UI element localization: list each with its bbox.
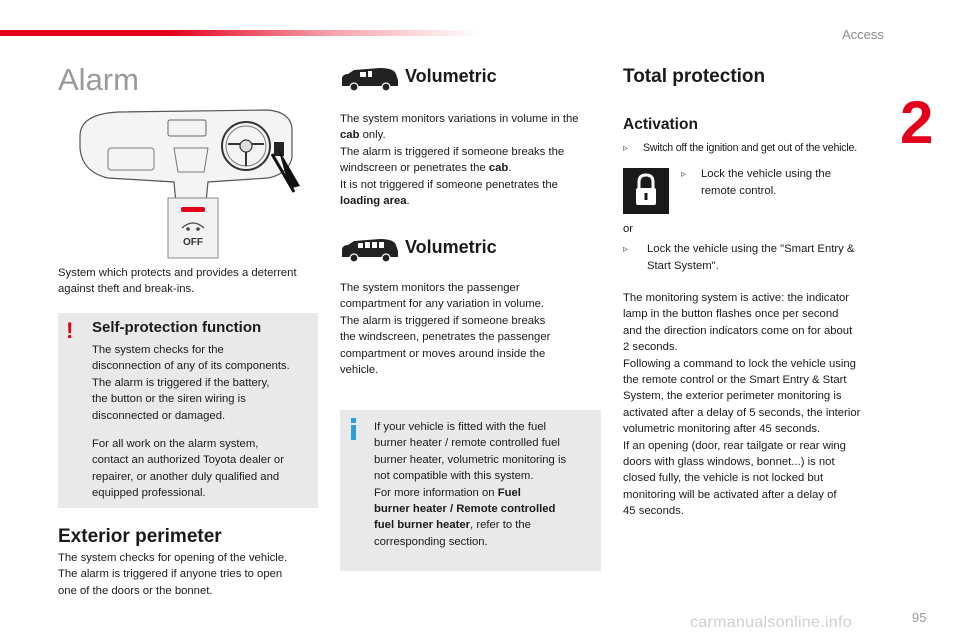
- intro-line: System which protects and provides a deterrent: [58, 267, 297, 279]
- text-line: The system checks for the: [92, 344, 224, 356]
- text-line: corresponding section.: [374, 535, 488, 548]
- warning-exclamation-icon: !: [66, 318, 74, 343]
- text-line: volumetric monitoring after 45 seconds.: [623, 423, 821, 436]
- text-line: [340, 127, 579, 143]
- step-text: Lock the vehicle using the "Smart Entry &: [647, 243, 855, 255]
- step-text: Start System".: [647, 260, 719, 273]
- text-line: Following a command to lock the vehicle using: [623, 357, 856, 370]
- volumetric-text-1: [340, 111, 579, 209]
- text-line: lamp in the button flashes once per second: [623, 308, 839, 321]
- or-separator: or: [623, 223, 634, 235]
- volumetric-heading-2: Volumetric: [405, 237, 497, 257]
- text-fragment: , refer to the: [470, 519, 531, 532]
- text-line: vehicle.: [340, 364, 379, 377]
- exterior-perimeter-heading: Exterior perimeter: [58, 526, 222, 547]
- text-line: 2 seconds.: [623, 341, 678, 354]
- step-line: [681, 166, 831, 183]
- activation-heading: Activation: [623, 116, 698, 133]
- bold-term: cab: [488, 162, 509, 175]
- monitoring-description: [623, 290, 860, 520]
- header-accent-bar: [0, 30, 480, 36]
- section-label: Access: [842, 27, 884, 42]
- text-line: burner heater / remote controlled fuel: [374, 437, 560, 450]
- self-protection-paragraph-2: [92, 436, 284, 502]
- bullet-icon: ▹: [623, 244, 629, 255]
- text-line: The system monitors the passenger: [340, 282, 520, 294]
- chapter-number: 2: [900, 89, 934, 156]
- text-line: The alarm is triggered if the battery,: [92, 376, 270, 389]
- text-fragment: windscreen or penetrates the: [340, 162, 489, 175]
- volumetric-text-2: [340, 280, 550, 378]
- text-line: [374, 501, 566, 517]
- step-text: Switch off the ignition and get out of the vehicle.: [643, 142, 857, 154]
- lock-icon: [623, 168, 669, 214]
- text-line: compartment or moves around inside the: [340, 347, 546, 360]
- page-title: Alarm: [58, 62, 139, 97]
- volumetric-heading-1: Volumetric: [405, 66, 497, 86]
- activation-step-3: [623, 241, 854, 275]
- watermark: carmanualsonline.info: [690, 614, 852, 631]
- text-line: the remote control or the Smart Entry & Start: [623, 374, 847, 387]
- van-passenger-icon: [340, 237, 400, 265]
- text-line: [374, 517, 566, 533]
- text-line: The alarm is triggered if someone breaks: [340, 314, 546, 327]
- total-protection-heading: Total protection: [623, 66, 766, 87]
- text-fragment: only.: [359, 129, 386, 142]
- activation-step-1: [623, 140, 857, 157]
- bold-term: fuel burner heater: [374, 519, 471, 532]
- text-line: the windscreen, penetrates the passenger: [340, 331, 551, 344]
- text-line: 45 seconds.: [623, 505, 684, 518]
- text-line: compartment for any variation in volume.: [340, 298, 545, 311]
- text-line: It is not triggered if someone penetrates the: [340, 178, 558, 191]
- text-line: [340, 193, 579, 209]
- van-cab-icon: [340, 66, 400, 94]
- exterior-perimeter-text: [58, 550, 287, 599]
- text-line: The system checks for opening of the vehicle.: [58, 552, 288, 564]
- text-line: repairer, or another duly qualified and: [92, 470, 280, 483]
- text-line: disconnection of any of its components.: [92, 360, 290, 373]
- text-line: closed fully, the vehicle is not locked but: [623, 472, 824, 485]
- text-line: If an opening (door, rear tailgate or rear wing: [623, 439, 846, 452]
- text-line: not compatible with this system.: [374, 470, 534, 483]
- off-button-label: OFF: [183, 237, 203, 248]
- alarm-intro: [58, 265, 297, 298]
- bullet-icon: ▹: [681, 169, 687, 180]
- text-line: The alarm is triggered if anyone tries to open: [58, 568, 283, 581]
- text-line: activated after a delay of 5 seconds, the interior: [623, 406, 861, 419]
- text-line: contact an authorized Toyota dealer or: [92, 454, 284, 467]
- bold-term: Fuel: [497, 486, 521, 499]
- page-number: 95: [912, 610, 927, 625]
- step-text: Lock the vehicle using the: [701, 168, 831, 180]
- bold-term: loading area: [340, 195, 407, 208]
- text-line: equipped professional.: [92, 487, 206, 500]
- text-line: monitoring will be activated after a delay of: [623, 488, 837, 501]
- activation-step-2: [681, 166, 831, 200]
- text-line: For all work on the alarm system,: [92, 438, 259, 450]
- text-fragment: .: [508, 162, 512, 175]
- text-line: The system monitors variations in volume in the: [340, 113, 579, 125]
- text-line: The alarm is triggered if someone breaks the: [340, 145, 565, 158]
- text-fragment: For more information on: [374, 486, 498, 499]
- bold-term: burner heater / Remote controlled: [374, 503, 556, 516]
- text-line: doors with glass windows, bonnet...) is not: [623, 456, 835, 469]
- text-line: [340, 160, 579, 176]
- intro-line: against theft and break-ins.: [58, 283, 195, 296]
- text-line: burner heater, volumetric monitoring is: [374, 453, 567, 466]
- text-line: the button or the siren wiring is: [92, 393, 246, 406]
- text-line: and the direction indicators come on for about: [623, 324, 853, 337]
- self-protection-paragraph-1: [92, 342, 290, 424]
- text-line: The monitoring system is active: the indicator: [623, 292, 850, 304]
- text-fragment: .: [406, 195, 410, 208]
- step-text: remote control.: [701, 185, 777, 198]
- text-line: disconnected or damaged.: [92, 409, 226, 422]
- info-icon: [349, 418, 358, 440]
- text-line: one of the doors or the bonnet.: [58, 584, 213, 597]
- bullet-icon: ▹: [623, 143, 628, 154]
- text-line: If your vehicle is fitted with the fuel: [374, 421, 547, 433]
- text-line: System, the exterior perimeter monitoring is: [623, 390, 842, 403]
- dashboard-illustration: [78, 108, 318, 260]
- bold-term: cab: [340, 129, 360, 142]
- self-protection-heading: Self-protection function: [92, 319, 262, 336]
- text-line: [374, 485, 566, 501]
- step-line: [623, 241, 854, 258]
- info-text: [374, 419, 566, 550]
